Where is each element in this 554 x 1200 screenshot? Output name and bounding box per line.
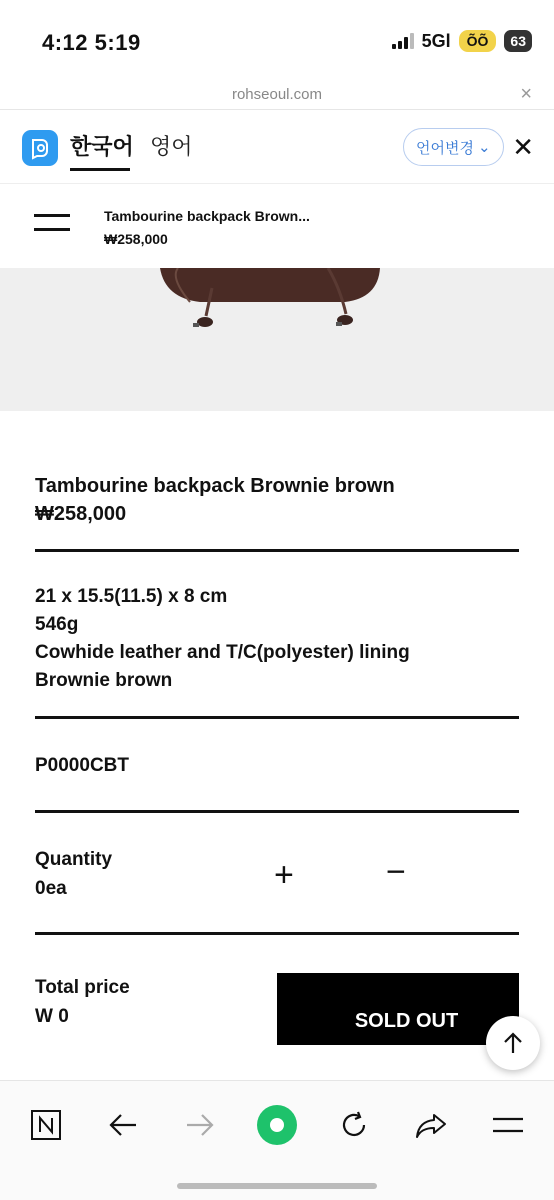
close-icon[interactable]: × (520, 83, 532, 105)
url-text[interactable]: rohseoul.com (231, 86, 323, 103)
battery-icon: 63 (504, 30, 532, 52)
browser-toolbar (0, 1080, 554, 1200)
url-bar[interactable] (0, 80, 554, 110)
share-icon[interactable] (409, 1103, 453, 1147)
total-price-label: Total price (35, 977, 130, 998)
signal-icon (392, 33, 414, 49)
total-price-block (35, 973, 265, 1031)
quantity-label: Quantity (35, 849, 113, 870)
divider (35, 932, 519, 935)
product-code: P0000CBT (35, 755, 129, 776)
spec-color: Brownie brown (35, 670, 173, 691)
naver-n-icon[interactable] (24, 1103, 68, 1147)
spec-material: Cowhide leather and T/C(polyester) lining (35, 642, 410, 663)
back-arrow-icon[interactable] (101, 1103, 145, 1147)
divider (35, 810, 519, 813)
arrow-up-icon (502, 1031, 524, 1055)
product-header (0, 186, 554, 268)
product-title: Tambourine backpack Brownie brown (35, 475, 395, 497)
product-specs (35, 583, 519, 695)
active-tab-indicator (70, 168, 130, 171)
divider (35, 716, 519, 719)
forward-arrow-icon (178, 1103, 222, 1147)
status-bar (0, 0, 554, 80)
divider (35, 549, 519, 552)
header-product-price: ₩258,000 (104, 231, 168, 247)
sold-out-button[interactable]: SOLD OUT (277, 973, 519, 1045)
scroll-to-top-button[interactable] (486, 1016, 540, 1070)
product-image (0, 268, 554, 411)
product-title-block (35, 472, 519, 528)
tab-korean[interactable]: 한국어 (70, 134, 134, 159)
chevron-down-icon: ⌄ (477, 139, 491, 156)
home-indicator (177, 1183, 377, 1189)
hamburger-menu-icon[interactable] (34, 214, 70, 234)
network-label: 5Gl (421, 30, 451, 51)
header-product-name: Tambourine backpack Brown... (104, 208, 310, 224)
decrease-quantity-button[interactable]: − (386, 853, 406, 891)
total-price-value: W 0 (35, 1006, 69, 1027)
green-dot-icon[interactable] (255, 1103, 299, 1147)
increase-quantity-button[interactable]: + (274, 856, 294, 894)
status-pill: ÕÕ (459, 30, 497, 52)
translate-bar (0, 112, 554, 184)
refresh-icon[interactable] (332, 1103, 376, 1147)
product-price: ₩258,000 (35, 503, 127, 525)
change-language-label: 언어변경 (416, 139, 474, 157)
tab-english[interactable]: 영어 (150, 134, 193, 159)
spec-dimensions: 21 x 15.5(11.5) x 8 cm (35, 586, 228, 607)
close-icon[interactable]: ✕ (512, 132, 534, 162)
papago-icon[interactable] (22, 130, 58, 166)
change-language-button[interactable] (403, 128, 504, 166)
product-code-block (35, 752, 519, 780)
status-time: 4:12 5:19 (42, 30, 141, 55)
menu-icon[interactable] (486, 1103, 530, 1147)
spec-weight: 546g (35, 614, 79, 635)
quantity-value: 0ea (35, 878, 67, 899)
status-indicators (392, 30, 532, 52)
